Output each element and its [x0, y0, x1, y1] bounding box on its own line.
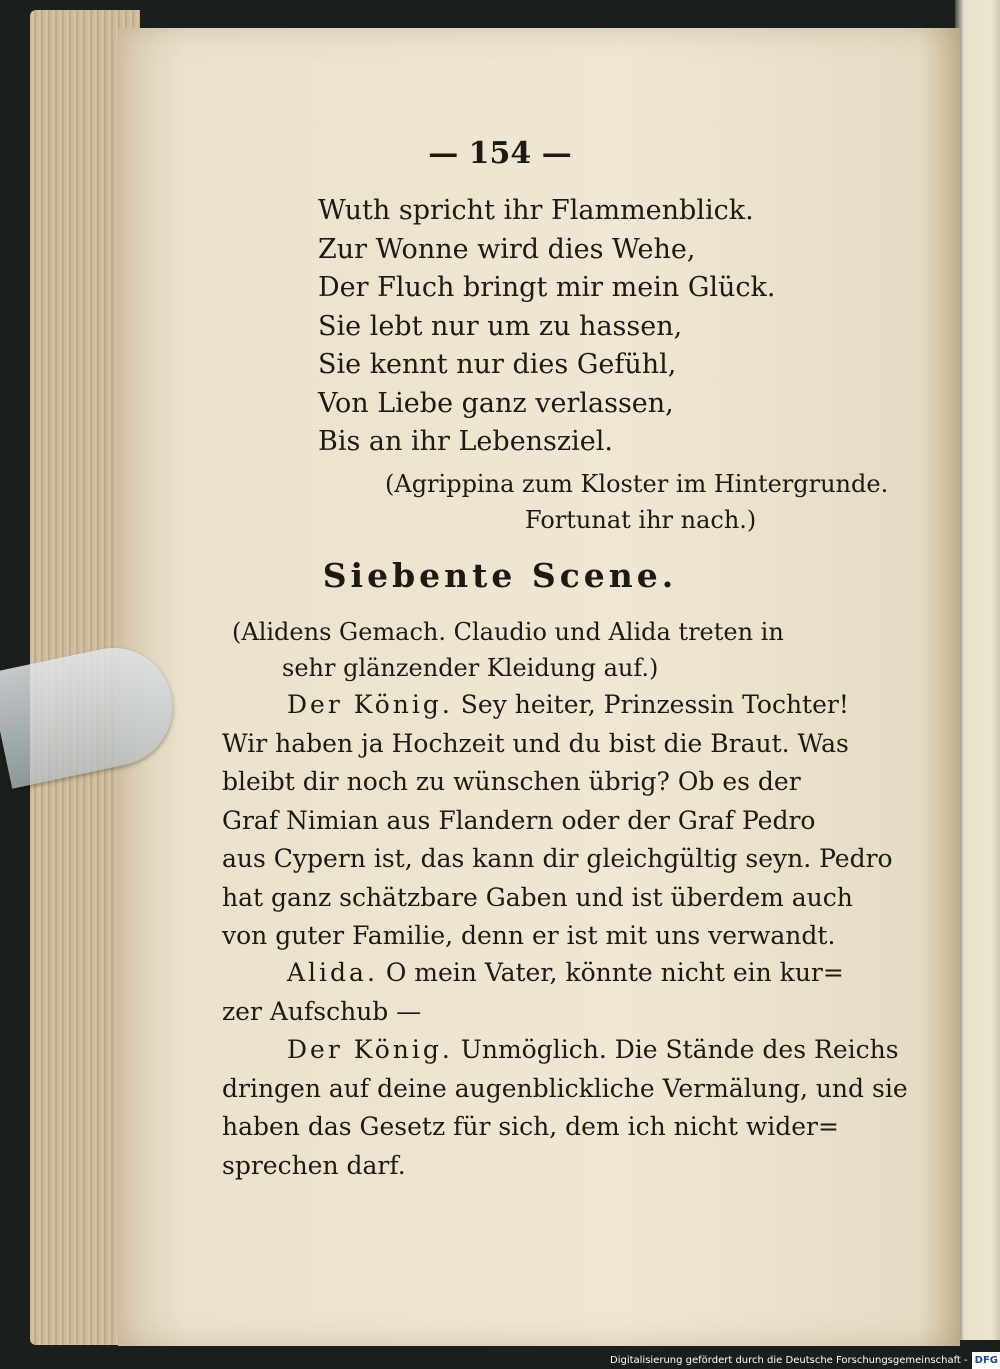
speaker-name: Der König. — [287, 1035, 453, 1064]
dialogue-line: Sey heiter, Prinzessin Tochter! — [460, 690, 849, 719]
speaker-name: Alida. — [287, 958, 378, 987]
scene-stage-direction — [232, 614, 852, 686]
digitization-credit — [610, 1352, 1000, 1369]
speaker-name: Der König. — [287, 690, 453, 719]
verse-line: Der Fluch bringt mir mein Glück. — [318, 272, 776, 303]
verse-line: Bis an ihr Lebensziel. — [318, 426, 613, 457]
scene-heading: Siebente Scene. — [322, 556, 678, 595]
verse-line: Von Liebe ganz verlassen, — [318, 387, 674, 419]
dialogue-line: dringen auf deine augenblickliche Vermälung, und sie — [222, 1073, 908, 1103]
page-number: — 154 — — [428, 136, 572, 171]
dialogue-line: aus Cypern ist, das kann dir gleichgültig seyn. Pedro — [222, 844, 893, 873]
facing-page-edge — [955, 0, 1000, 1340]
stage-direction — [385, 466, 888, 538]
dialogue-line: zer Aufschub — — [222, 996, 422, 1026]
dfg-logo: DFG — [972, 1352, 1000, 1369]
stage-direction-line: sehr glänzender Kleidung auf.) — [282, 654, 659, 682]
dialogue-line: Wir haben ja Hochzeit und du bist die Braut. Was — [222, 728, 849, 758]
dialogue-paragraph — [222, 686, 893, 956]
stage-direction-line: (Alidens Gemach. Claudio und Alida treten in — [232, 618, 784, 646]
verse-line: Sie lebt nur um zu hassen, — [318, 310, 683, 342]
verse-line: Sie kennt nur dies Gefühl, — [318, 349, 677, 380]
dialogue-line: bleibt dir noch zu wünschen übrig? Ob es der — [222, 767, 801, 796]
dialogue-line: O mein Vater, könnte nicht ein kur= — [385, 958, 844, 987]
dialogue-paragraph — [222, 1031, 908, 1185]
stage-direction-line: Fortunat ihr nach.) — [525, 506, 757, 534]
dialogue-line: Graf Nimian aus Flandern oder der Graf Pedro — [222, 805, 816, 835]
dialogue-line: sprechen darf. — [222, 1150, 406, 1180]
dialogue-line: haben das Gesetz für sich, dem ich nicht wider= — [222, 1112, 839, 1141]
dialogue-line: von guter Familie, denn er ist mit uns verwandt. — [222, 921, 836, 950]
stage-direction-line: (Agrippina zum Kloster im Hintergrunde. — [385, 470, 889, 498]
dialogue-line: hat ganz schätzbare Gaben und ist überdem auch — [222, 882, 853, 912]
verse-line: Zur Wonne wird dies Wehe, — [318, 233, 696, 265]
dialogue-line: Unmöglich. Die Stände des Reichs — [460, 1035, 899, 1064]
footer-text: Digitalisierung gefördert durch die Deutsche Forschungsgemeinschaft - — [610, 1355, 968, 1366]
dialogue-paragraph — [222, 954, 847, 1031]
verse-block — [318, 192, 775, 462]
verse-line: Wuth spricht ihr Flammenblick. — [318, 195, 754, 226]
